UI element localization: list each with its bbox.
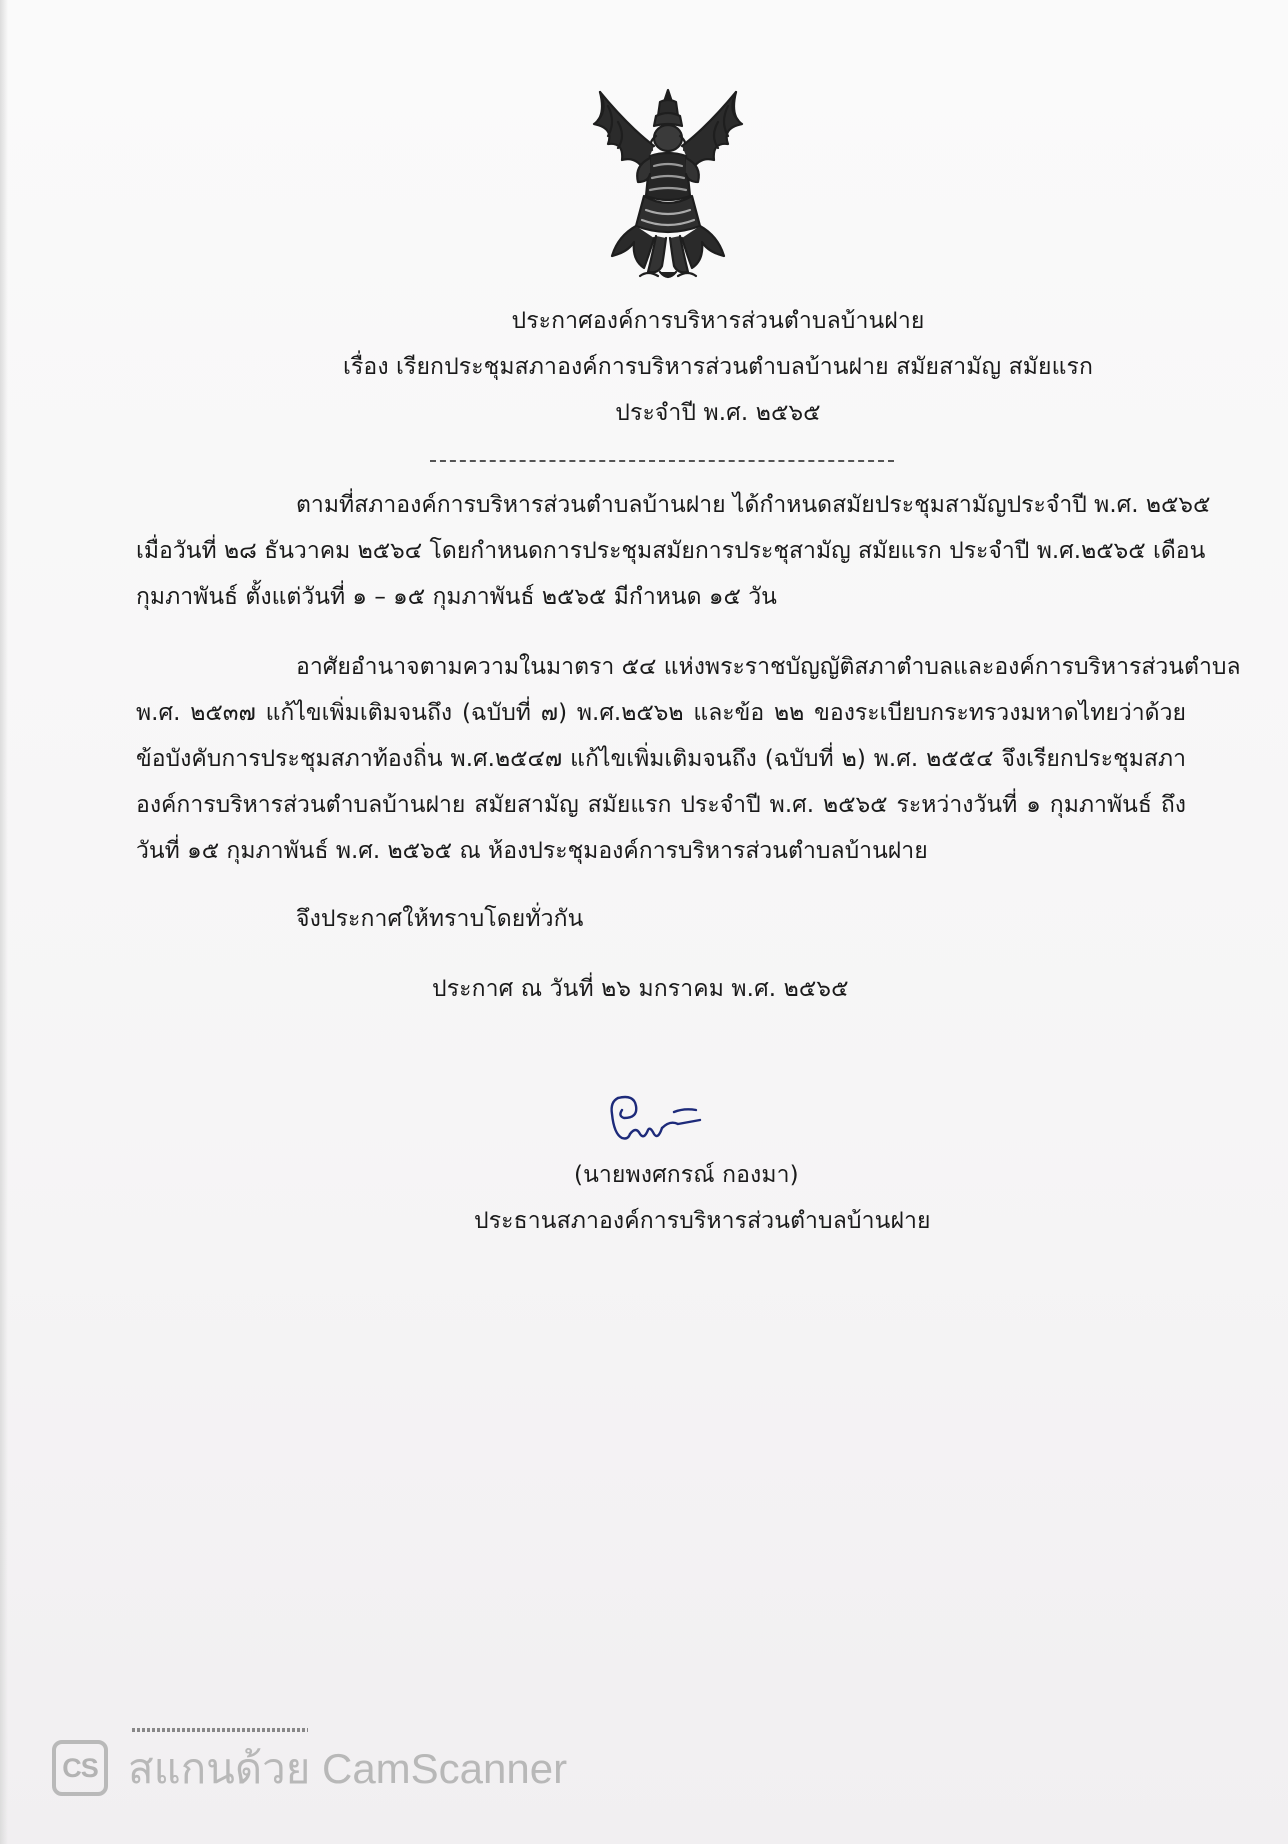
camscanner-watermark: สแกนด้วย CamScanner (128, 1745, 568, 1792)
page-edge-shadow (0, 0, 8, 1844)
paragraph-line: กุมภาพันธ์ ตั้งแต่วันที่ ๑ – ๑๕ กุมภาพันธ์ ๒๕๖๕ มีกำหนด ๑๕ วัน (136, 584, 777, 610)
camscanner-logo-icon: CS (52, 1740, 108, 1796)
paragraph-line: เมื่อวันที่ ๒๘ ธันวาคม ๒๕๖๔ โดยกำหนดการประชุมสมัยการประชุสามัญ สมัยแรก ประจำปี พ.ศ.๒๕๖๕ เดือน (136, 538, 1206, 564)
garuda-emblem (578, 86, 758, 286)
paragraph-line: องค์การบริหารส่วนตำบลบ้านฝาย สมัยสามัญ สมัยแรก ประจำปี พ.ศ. ๒๕๖๕ ระหว่างวันที่ ๑ กุมภาพันธ์ ถึง (136, 792, 1186, 818)
scanner-footnote (132, 1728, 308, 1732)
handwritten-signature (604, 1090, 704, 1150)
paragraph-line: ข้อบังคับการประชุมสภาท้องถิ่น พ.ศ.๒๕๔๗ แก้ไขเพิ่มเติมจนถึง (ฉบับที่ ๒) พ.ศ. ๒๕๕๔ จึงเรียกประชุมสภา (136, 746, 1186, 772)
paragraph-line: วันที่ ๑๕ กุมภาพันธ์ พ.ศ. ๒๕๖๕ ณ ห้องประชุมองค์การบริหารส่วนตำบลบ้านฝาย (136, 838, 928, 864)
paragraph-line: ตามที่สภาองค์การบริหารส่วนตำบลบ้านฝาย ได้กำหนดสมัยประชุมสามัญประจำปี พ.ศ. ๒๕๖๕ (296, 492, 1211, 518)
paragraph-line: อาศัยอำนาจตามความในมาตรา ๕๔ แห่งพระราชบัญญัติสภาตำบลและองค์การบริหารส่วนตำบล (296, 654, 1241, 680)
paragraph-line: พ.ศ. ๒๕๓๗ แก้ไขเพิ่มเติมจนถึง (ฉบับที่ ๗) พ.ศ.๒๕๖๒ และข้อ ๒๒ ของระเบียบกระทรวงมหาดไทยว่าด้วย (136, 700, 1186, 726)
signatory-position: ประธานสภาองค์การบริหารส่วนตำบลบ้านฝาย (474, 1208, 931, 1234)
announcement-year: ประจำปี พ.ศ. ๒๕๖๕ (615, 400, 821, 426)
signatory-name: (นายพงศกรณ์ กองมา) (574, 1162, 799, 1188)
announcement-title: ประกาศองค์การบริหารส่วนตำบลบ้านฝาย (511, 308, 925, 334)
separator-rule (430, 460, 894, 462)
closing-statement: จึงประกาศให้ทราบโดยทั่วกัน (296, 906, 584, 932)
announcement-subject: เรื่อง เรียกประชุมสภาองค์การบริหารส่วนตำบลบ้านฝาย สมัยสามัญ สมัยแรก (342, 354, 1093, 380)
announcement-date: ประกาศ ณ วันที่ ๒๖ มกราคม พ.ศ. ๒๕๖๕ (432, 976, 849, 1002)
